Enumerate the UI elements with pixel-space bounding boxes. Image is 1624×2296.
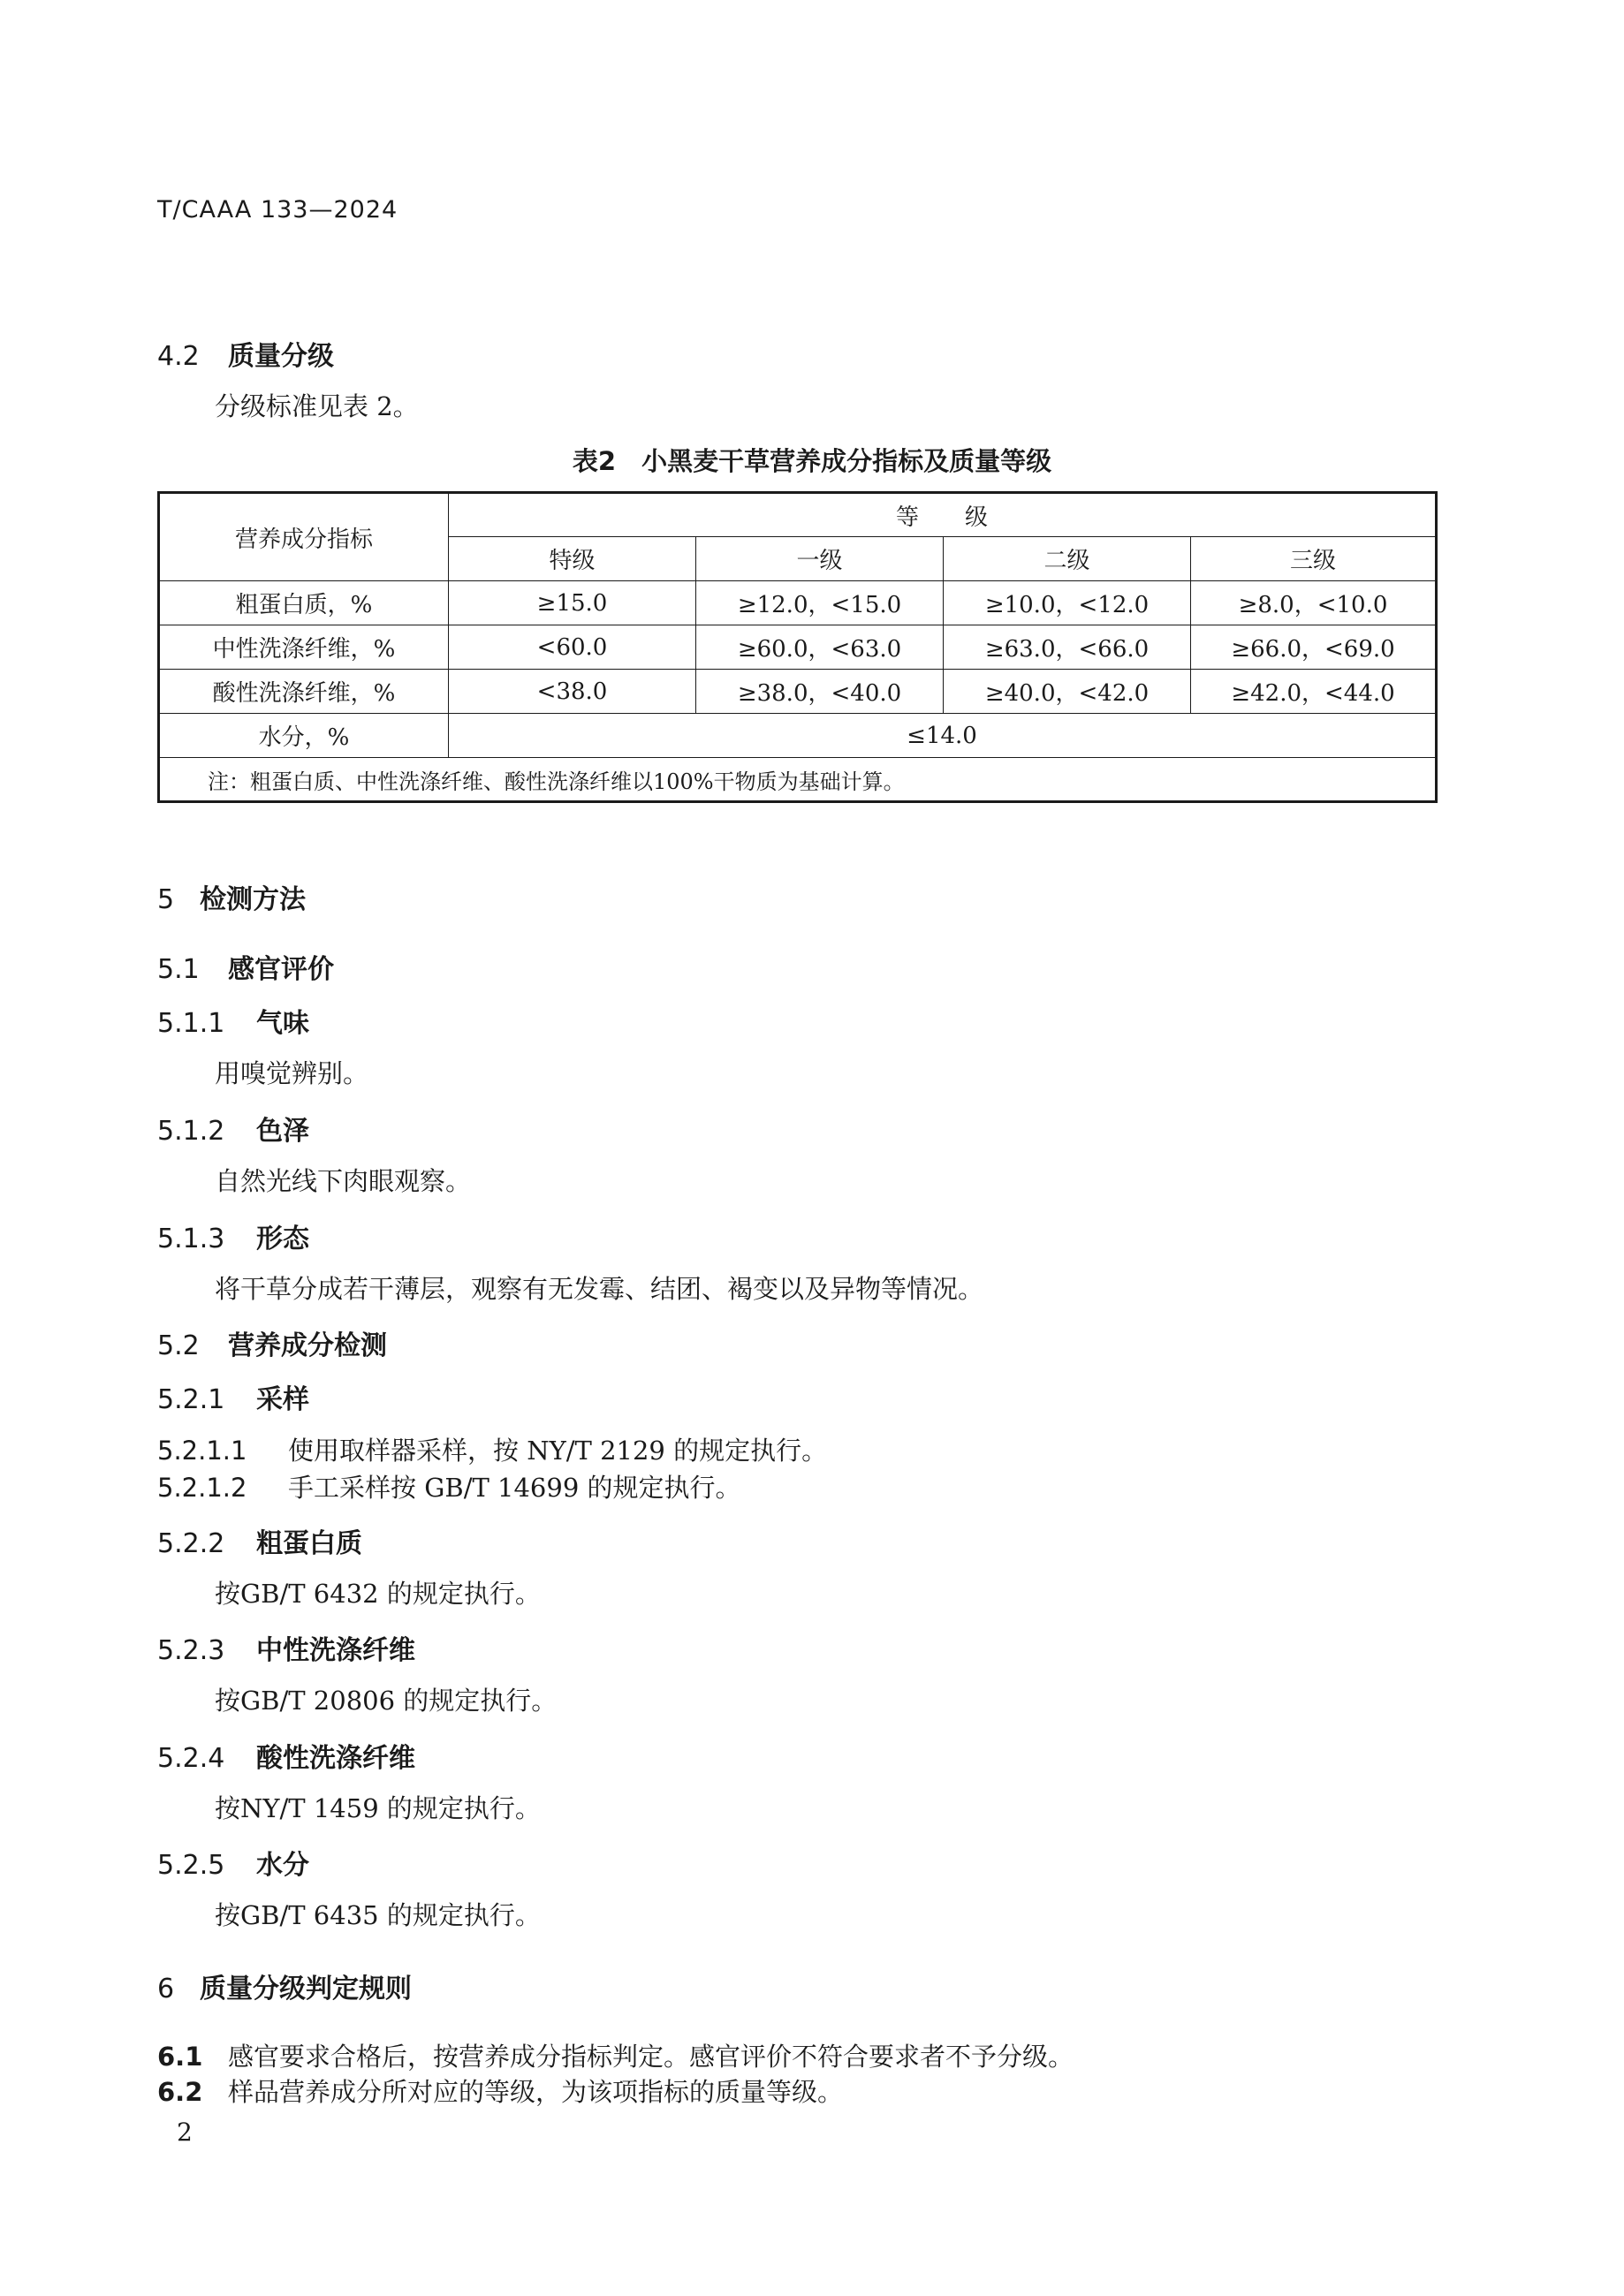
clause-number: 6.2: [157, 2077, 203, 2107]
grade-header-cell: 三级: [1191, 537, 1437, 581]
section-number: 5.1.3: [157, 1224, 225, 1254]
table-cell: ≥8.0，<10.0: [1191, 581, 1437, 625]
page-number: 2: [177, 2118, 193, 2147]
section-title: 酸性洗涤纤维: [256, 1743, 415, 1774]
indicator-name: 中性洗涤纤维，%: [159, 625, 449, 670]
table-cell: ≥12.0，<15.0: [696, 581, 944, 625]
section-title: 色泽: [256, 1116, 309, 1147]
clause-number: 5.2.1.2: [157, 1473, 247, 1503]
section-5-1-2-text: 自然光线下肉眼观察。: [215, 1166, 472, 1196]
document-id: T/CAAA 133—2024: [157, 196, 398, 224]
clause-text: 手工采样按 GB/T 14699 的规定执行。: [288, 1473, 741, 1503]
clause-number: 6.1: [157, 2042, 203, 2072]
table-note: 注：粗蛋白质、中性洗涤纤维、酸性洗涤纤维以100%干物质为基础计算。: [159, 758, 1437, 802]
section-title: 水分: [256, 1850, 309, 1881]
table-row: [159, 670, 1437, 714]
section-5-2-heading: [157, 1323, 387, 1362]
section-number: 5: [157, 884, 175, 915]
section-5-1-3-text: 将干草分成若干薄层，观察有无发霉、结团、褐变以及异物等情况。: [215, 1274, 984, 1304]
table-cell: ≥15.0: [449, 581, 696, 625]
section-6-heading: [157, 1966, 412, 2005]
section-title: 质量分级: [228, 341, 334, 372]
indicator-name: 粗蛋白质，%: [159, 581, 449, 625]
section-5-1-1-heading: [157, 1001, 309, 1040]
section-title: 采样: [256, 1384, 309, 1415]
table-cell: ≥42.0，<44.0: [1191, 670, 1437, 714]
section-number: 5.2.3: [157, 1635, 225, 1666]
table-cell: ≥66.0，<69.0: [1191, 625, 1437, 670]
section-title: 粗蛋白质: [256, 1528, 362, 1559]
table-row: [159, 625, 1437, 670]
clause-text: 使用取样器采样，按 NY/T 2129 的规定执行。: [288, 1436, 828, 1466]
section-number: 4.2: [157, 341, 200, 372]
section-5-1-heading: [157, 947, 334, 986]
clause-text: 样品营养成分所对应的等级，为该项指标的质量等级。: [228, 2077, 844, 2107]
section-number: 5.2.5: [157, 1850, 225, 1881]
clause-5-2-1-2: [157, 1468, 741, 1504]
section-title: 营养成分检测: [228, 1330, 387, 1361]
section-title: 形态: [256, 1224, 309, 1254]
clause-5-2-1-1: [157, 1431, 827, 1467]
table-header-row: [159, 493, 1437, 537]
section-5-2-2-heading: [157, 1521, 362, 1560]
section-5-1-3-heading: [157, 1216, 309, 1255]
table-cell: ≥40.0，<42.0: [944, 670, 1191, 714]
table-note-row: [159, 758, 1437, 802]
section-5-2-4-text: 按NY/T 1459 的规定执行。: [215, 1793, 541, 1823]
section-number: 5.1: [157, 954, 200, 985]
indicator-name: 水分，%: [159, 714, 449, 758]
table-caption: 表2 小黑麦干草营养成分指标及质量等级: [572, 446, 1052, 476]
table-row: [159, 581, 1437, 625]
section-title: 中性洗涤纤维: [256, 1635, 415, 1666]
table-cell: ≤14.0: [449, 714, 1437, 758]
section-title: 质量分级判定规则: [200, 1974, 412, 2004]
section-4-2-heading: [157, 334, 334, 373]
section-number: 5.2.1: [157, 1384, 225, 1415]
section-5-2-5-heading: [157, 1843, 309, 1882]
section-5-2-2-text: 按GB/T 6432 的规定执行。: [215, 1579, 541, 1609]
grade-header-cell: 一级: [696, 537, 944, 581]
section-title: 感官评价: [228, 954, 334, 985]
table-cell: ≥38.0，<40.0: [696, 670, 944, 714]
table-cell: <38.0: [449, 670, 696, 714]
grade-header-cell: 二级: [944, 537, 1191, 581]
section-5-2-5-text: 按GB/T 6435 的规定执行。: [215, 1900, 541, 1930]
grade-table: [157, 491, 1438, 803]
section-number: 5.2.4: [157, 1743, 225, 1774]
section-number: 5.1.2: [157, 1116, 225, 1147]
section-5-2-3-heading: [157, 1628, 415, 1667]
clause-text: 感官要求合格后，按营养成分指标判定。感官评价不符合要求者不予分级。: [228, 2042, 1074, 2072]
clause-6-2: [157, 2072, 843, 2109]
clause-number: 5.2.1.1: [157, 1436, 247, 1466]
clause-6-1: [157, 2037, 1074, 2073]
section-5-2-3-text: 按GB/T 20806 的规定执行。: [215, 1686, 558, 1716]
table-row: [159, 714, 1437, 758]
section-number: 5.2.2: [157, 1528, 225, 1559]
section-number: 6: [157, 1974, 175, 2004]
indicator-name: 酸性洗涤纤维，%: [159, 670, 449, 714]
section-4-2-text: 分级标准见表 2。: [215, 391, 419, 421]
section-5-2-1-heading: [157, 1377, 309, 1416]
section-title: 检测方法: [200, 884, 306, 915]
section-title: 气味: [256, 1008, 309, 1039]
section-5-1-2-heading: [157, 1109, 309, 1148]
section-number: 5.1.1: [157, 1008, 225, 1039]
indicator-column-header: 营养成分指标: [159, 493, 449, 581]
table-cell: ≥63.0，<66.0: [944, 625, 1191, 670]
table-cell: ≥10.0，<12.0: [944, 581, 1191, 625]
section-5-2-4-heading: [157, 1736, 415, 1775]
grade-group-header: 等 级: [449, 493, 1437, 537]
table-cell: <60.0: [449, 625, 696, 670]
table-cell: ≥60.0，<63.0: [696, 625, 944, 670]
section-5-1-1-text: 用嗅觉辨别。: [215, 1058, 369, 1088]
section-5-heading: [157, 877, 306, 916]
section-number: 5.2: [157, 1330, 200, 1361]
grade-header-cell: 特级: [449, 537, 696, 581]
